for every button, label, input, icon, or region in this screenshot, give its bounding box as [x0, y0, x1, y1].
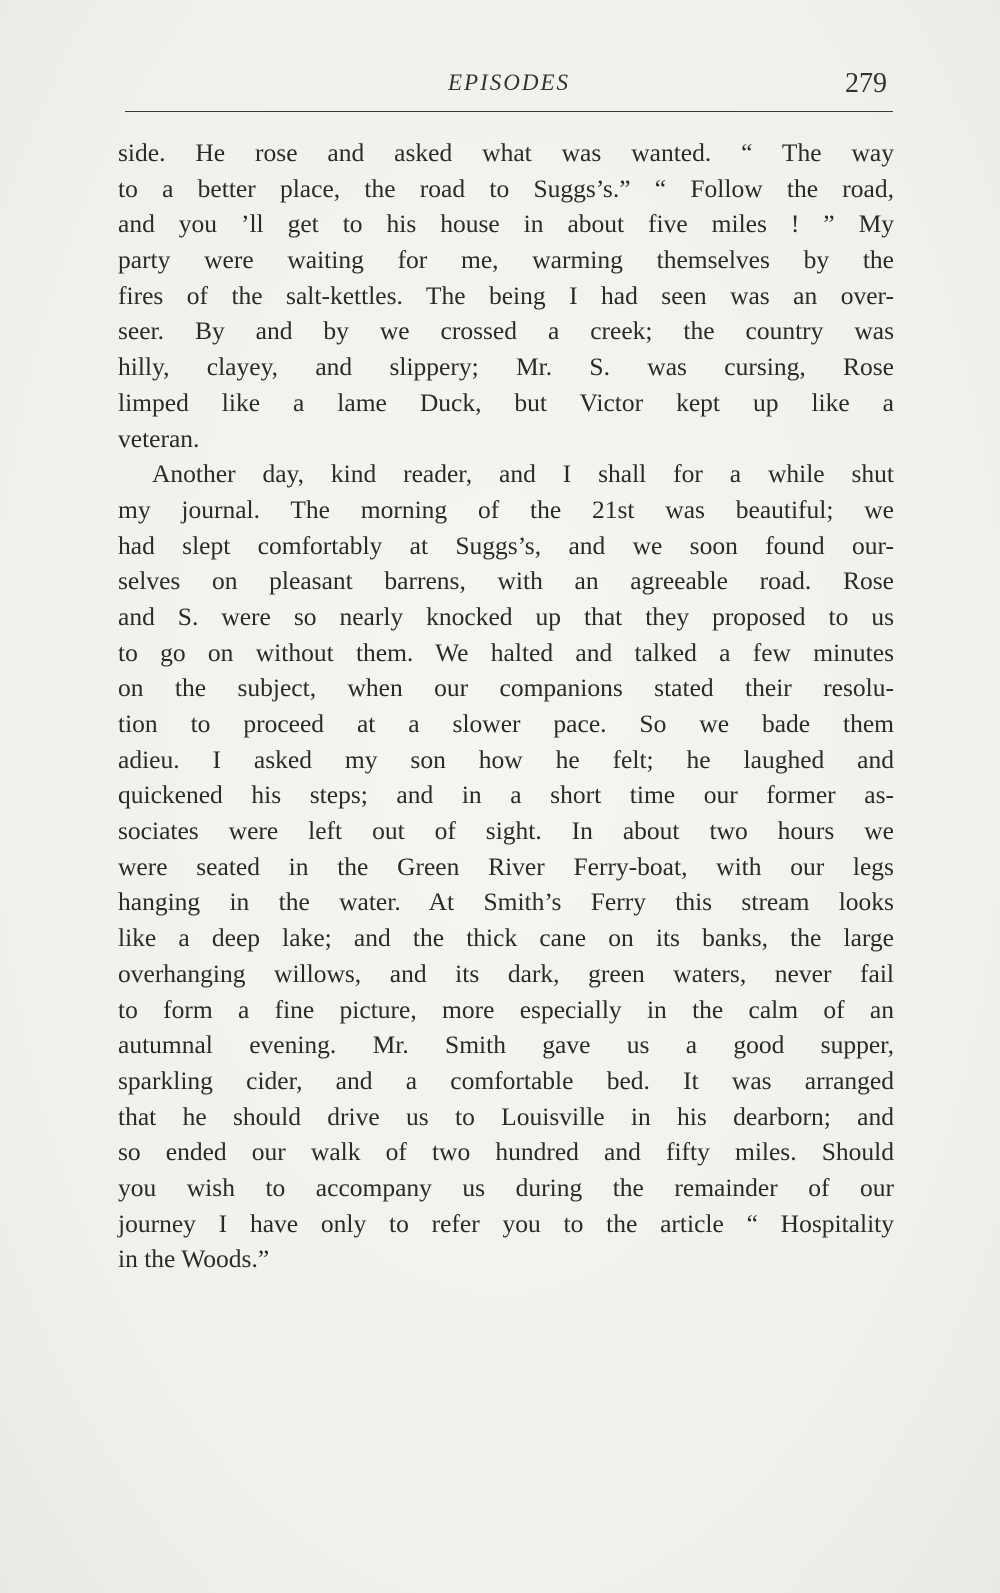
text-line: had slept comfortably at Suggs’s, and we soon found our-	[118, 530, 894, 560]
text-line: hanging in the water. At Smith’s Ferry this stream looks	[118, 887, 894, 917]
text-line: in the Woods.”	[118, 1244, 270, 1274]
text-line: so ended our walk of two hundred and fifty miles. Should	[118, 1137, 894, 1167]
running-head-title: EPISODES	[447, 70, 571, 95]
body-text	[118, 135, 894, 1277]
text-line: adieu. I asked my son how he felt; he laughed and	[118, 744, 894, 774]
text-line: hilly, clayey, and slippery; Mr. S. was cursing, Rose	[118, 352, 894, 382]
text-line: my journal. The morning of the 21st was beautiful; we	[118, 494, 894, 524]
text-line: selves on pleasant barrens, with an agreeable road. Rose	[118, 566, 894, 596]
text-line: quickened his steps; and in a short time our former as-	[118, 780, 894, 810]
text-line: autumnal evening. Mr. Smith gave us a good supper,	[118, 1030, 894, 1060]
text-line: sociates were left out of sight. In about two hours we	[118, 816, 894, 846]
paragraph-2	[118, 456, 894, 1277]
text-line: to form a fine picture, more especially in the calm of an	[118, 994, 894, 1024]
text-line: and S. were so nearly knocked up that they proposed to us	[118, 601, 894, 631]
text-line: journey I have only to refer you to the article “ Hospitality	[118, 1208, 894, 1238]
text-line: that he should drive us to Louisville in his dearborn; and	[118, 1101, 894, 1131]
text-line: party were waiting for me, warming themselves by the	[118, 245, 894, 275]
text-line: to go on without them. We halted and talked a few minutes	[118, 637, 894, 667]
running-head	[125, 66, 893, 106]
text-line: overhanging willows, and its dark, green waters, never fail	[118, 958, 894, 988]
text-line: on the subject, when our companions stated their resolu-	[118, 673, 894, 703]
text-line: and you ’ll get to his house in about five miles ! ” My	[118, 209, 894, 239]
text-line: limped like a lame Duck, but Victor kept up like a	[118, 387, 894, 417]
text-line: like a deep lake; and the thick cane on its banks, the large	[118, 923, 894, 953]
text-line: sparkling cider, and a comfortable bed. It was arranged	[118, 1065, 894, 1095]
paragraph-1	[118, 135, 894, 456]
page-number: 279	[845, 68, 887, 99]
text-line: were seated in the Green River Ferry-boat, with our legs	[118, 851, 894, 881]
text-line: Another day, kind reader, and I shall for a while shut	[152, 459, 894, 489]
text-line: veteran.	[118, 423, 200, 453]
text-line: fires of the salt-kettles. The being I had seen was an over-	[118, 280, 894, 310]
header-rule	[125, 111, 893, 112]
text-line: seer. By and by we crossed a creek; the country was	[118, 316, 894, 346]
text-line: tion to proceed at a slower pace. So we bade them	[118, 709, 894, 738]
text-line: you wish to accompany us during the remainder of our	[118, 1172, 894, 1202]
text-line: to a better place, the road to Suggs’s.” “ Follow the road,	[118, 173, 894, 203]
text-line: side. He rose and asked what was wanted. “ The way	[118, 138, 894, 167]
